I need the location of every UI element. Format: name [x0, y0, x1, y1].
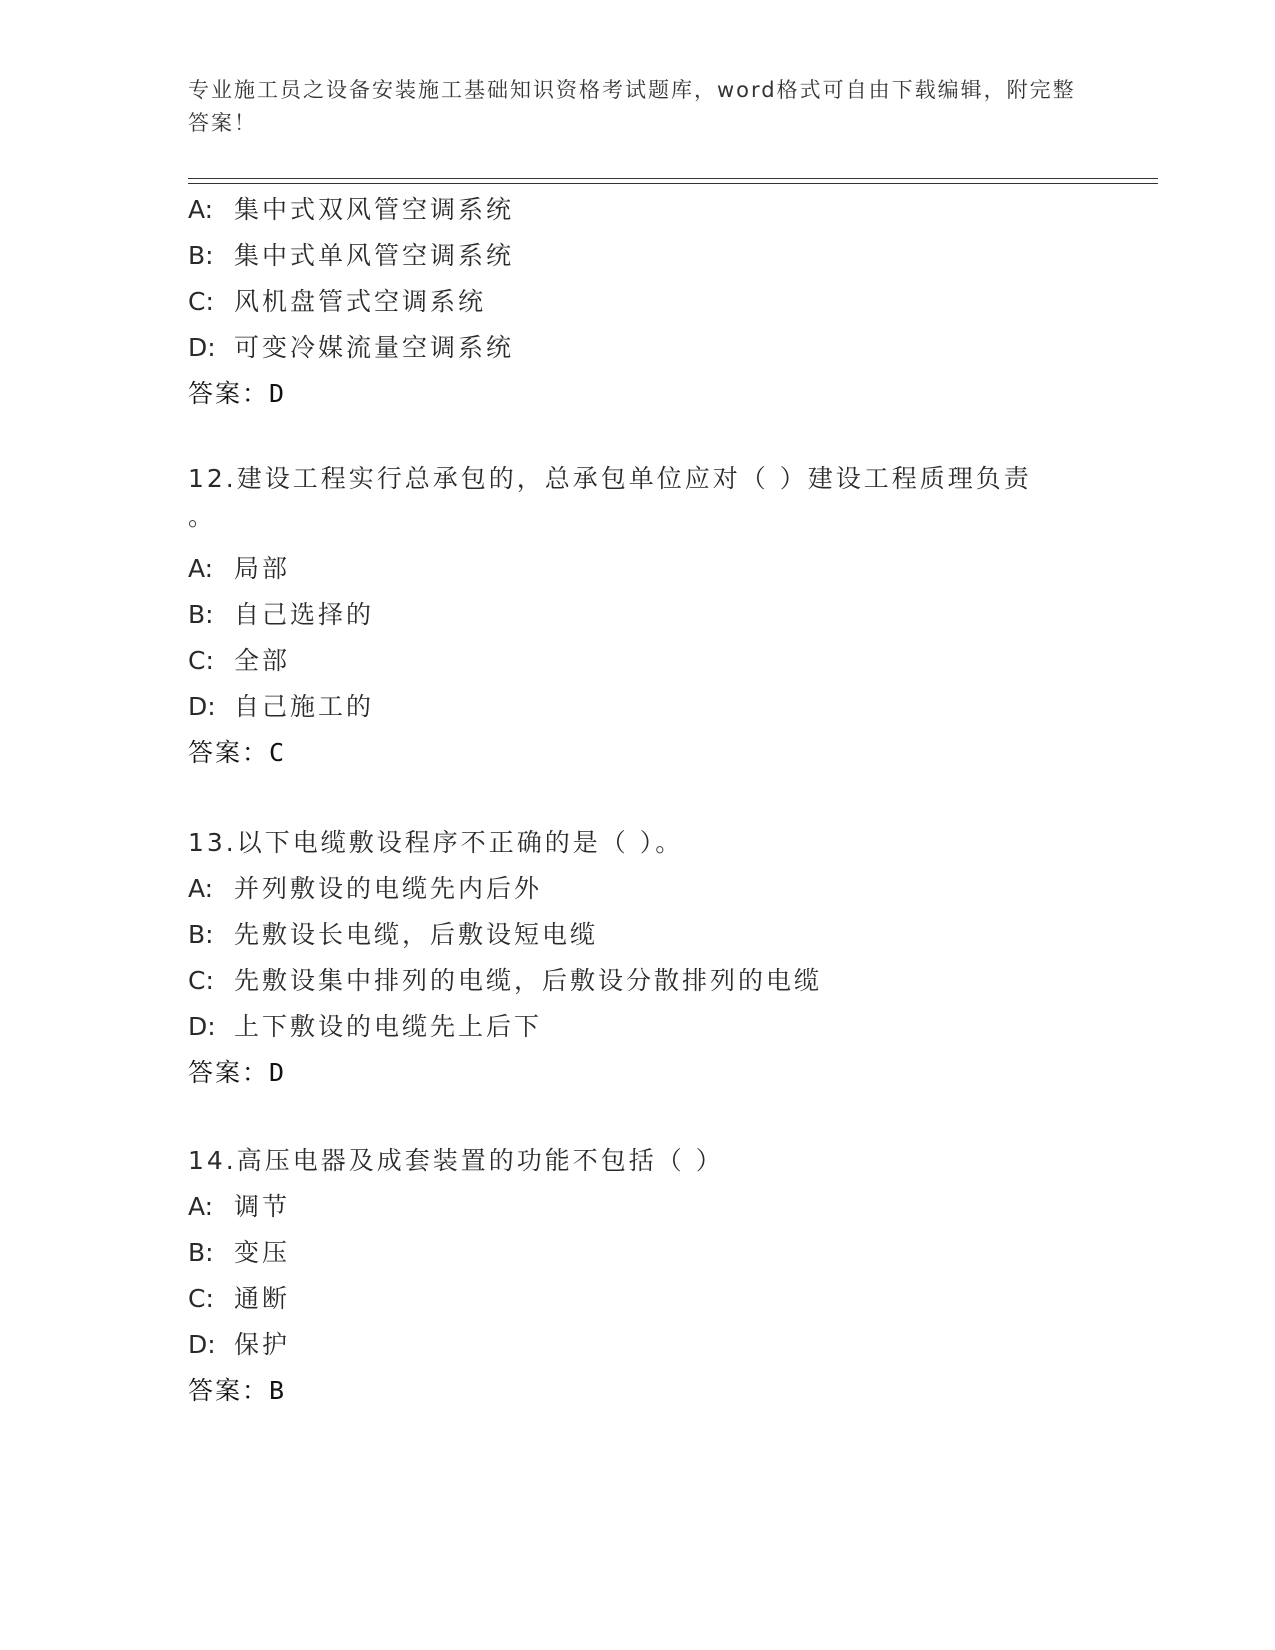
- option-text: 集中式单风管空调系统: [234, 241, 515, 270]
- option-c: [188, 638, 1158, 684]
- option-letter: A:: [188, 1192, 214, 1221]
- document-header: 专业施工员之设备安装施工基础知识资格考试题库，word格式可自由下载编辑，附完整答案！: [188, 78, 1076, 135]
- option-text: 全部: [234, 646, 291, 675]
- option-text: 自己选择的: [234, 600, 375, 629]
- option-a: [188, 187, 1158, 233]
- answer-label: 答案：: [188, 1058, 270, 1087]
- option-d: [188, 325, 1158, 371]
- answer-line: [188, 1368, 1158, 1414]
- answer-label: 答案：: [188, 738, 270, 767]
- answer-line: [188, 371, 1158, 417]
- option-b: [188, 912, 1158, 958]
- option-b: [188, 592, 1158, 638]
- option-d: [188, 1322, 1158, 1368]
- option-text: 变压: [234, 1238, 291, 1267]
- option-d: [188, 1004, 1158, 1050]
- answer-value: D: [269, 379, 285, 408]
- option-text: 先敷设长电缆，后敷设短电缆: [234, 920, 599, 949]
- option-letter: D:: [188, 1330, 216, 1359]
- question-stem-tail: 。: [188, 502, 217, 531]
- question-stem: 12.建设工程实行总承包的，总承包单位应对（ ）建设工程质理负责: [188, 464, 1032, 493]
- option-b: [188, 1230, 1158, 1276]
- option-text: 保护: [234, 1330, 291, 1359]
- question-14: [188, 1138, 1158, 1414]
- option-c: [188, 279, 1158, 325]
- option-letter: B:: [188, 241, 214, 270]
- option-text: 局部: [234, 554, 291, 583]
- option-d: [188, 684, 1158, 730]
- question-stem: 14.高压电器及成套装置的功能不包括（ ）: [188, 1146, 724, 1175]
- option-c: [188, 958, 1158, 1004]
- option-letter: B:: [188, 920, 214, 949]
- option-letter: C:: [188, 287, 214, 316]
- question-11: [188, 187, 1158, 417]
- answer-label: 答案：: [188, 379, 270, 408]
- option-letter: C:: [188, 966, 214, 995]
- option-c: [188, 1276, 1158, 1322]
- question-12: [188, 456, 1158, 776]
- answer-line: [188, 1050, 1158, 1096]
- answer-label: 答案：: [188, 1376, 270, 1405]
- option-letter: D:: [188, 333, 216, 362]
- option-text: 风机盘管式空调系统: [234, 287, 487, 316]
- option-letter: B:: [188, 1238, 214, 1267]
- option-letter: C:: [188, 1284, 214, 1313]
- option-text: 可变冷媒流量空调系统: [234, 333, 515, 362]
- option-a: [188, 1184, 1158, 1230]
- option-text: 上下敷设的电缆先上后下: [234, 1012, 543, 1041]
- option-letter: B:: [188, 600, 214, 629]
- question-13: [188, 820, 1158, 1096]
- answer-line: [188, 730, 1158, 776]
- option-text: 先敷设集中排列的电缆，后敷设分散排列的电缆: [234, 966, 823, 995]
- option-text: 集中式双风管空调系统: [234, 195, 515, 224]
- option-a: [188, 866, 1158, 912]
- option-b: [188, 233, 1158, 279]
- header-divider-bottom: [188, 183, 1158, 184]
- option-letter: A:: [188, 195, 214, 224]
- option-letter: D:: [188, 1012, 216, 1041]
- answer-value: C: [269, 738, 285, 767]
- option-text: 调节: [234, 1192, 291, 1221]
- option-text: 并列敷设的电缆先内后外: [234, 874, 543, 903]
- question-stem: 13.以下电缆敷设程序不正确的是（ ）。: [188, 828, 684, 857]
- answer-value: B: [269, 1376, 285, 1405]
- answer-value: D: [269, 1058, 285, 1087]
- option-text: 自己施工的: [234, 692, 375, 721]
- option-letter: A:: [188, 554, 214, 583]
- option-letter: A:: [188, 874, 214, 903]
- option-a: [188, 546, 1158, 592]
- header-divider-top: [188, 178, 1158, 179]
- option-letter: D:: [188, 692, 216, 721]
- option-letter: C:: [188, 646, 214, 675]
- option-text: 通断: [234, 1284, 291, 1313]
